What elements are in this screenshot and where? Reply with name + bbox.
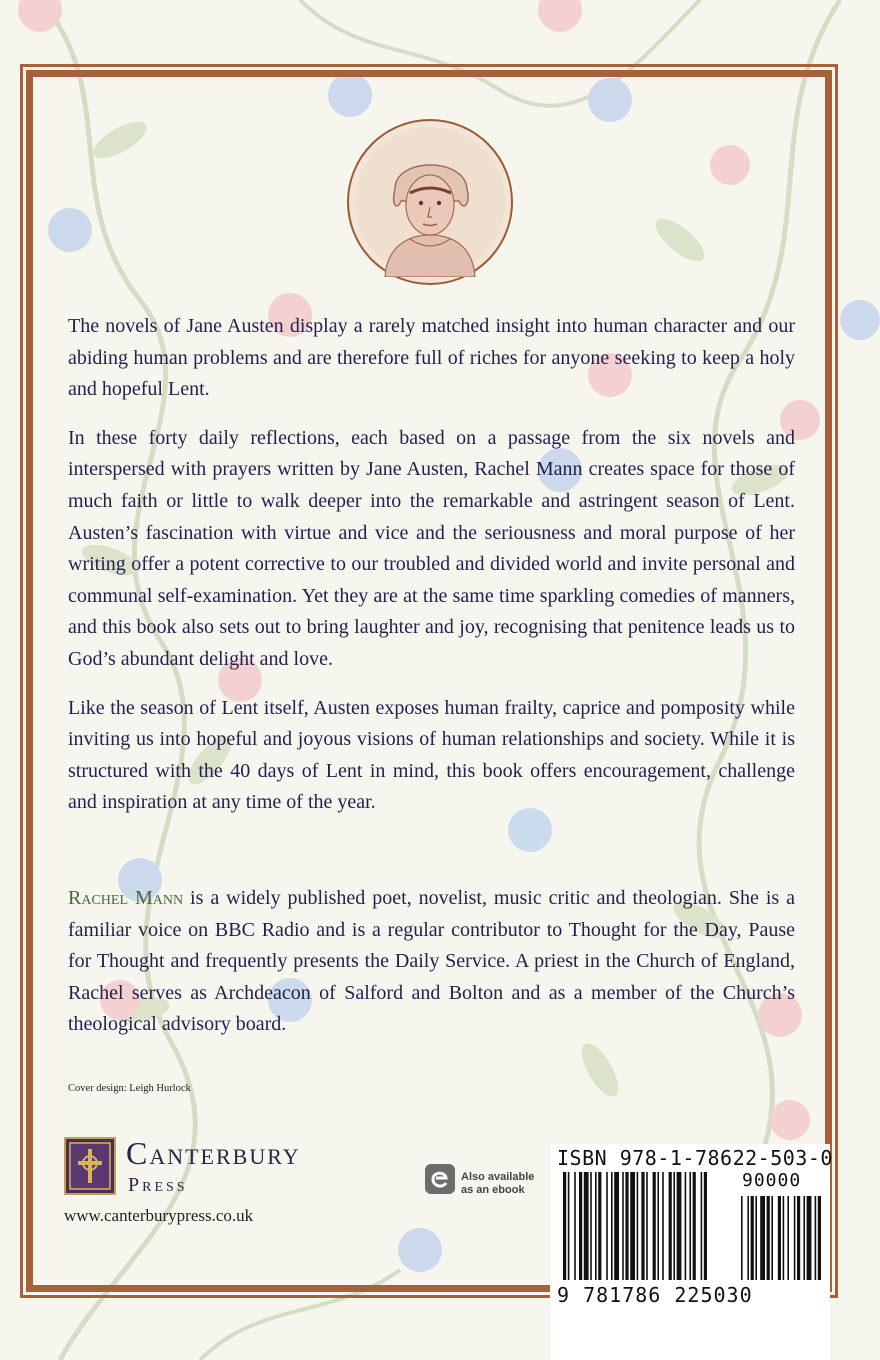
barcode-bar: [598, 1172, 601, 1280]
ebook-availability: [461, 1171, 551, 1197]
barcode-bar: [622, 1172, 624, 1280]
addon-bar: [767, 1196, 770, 1280]
barcode-bar: [693, 1172, 696, 1280]
author-bio: [68, 883, 795, 1041]
barcode-bar: [701, 1172, 703, 1280]
ean-digits: 9 781786 225030: [557, 1283, 753, 1307]
barcode-bar: [590, 1172, 592, 1280]
author-name: Rachel Mann: [68, 887, 184, 909]
barcode-bar: [653, 1172, 656, 1280]
barcode-bar: [662, 1172, 664, 1280]
barcode-bar: [579, 1172, 582, 1280]
barcode-bar: [595, 1172, 597, 1280]
barcode-bar: [704, 1172, 707, 1280]
barcode-bar: [641, 1172, 644, 1280]
barcode-bar: [646, 1172, 648, 1280]
barcode-bar: [625, 1172, 628, 1280]
canterbury-press-logo-icon: [64, 1137, 116, 1195]
isbn-text: ISBN 978-1-78622-503-0: [557, 1146, 833, 1170]
addon-bar: [741, 1196, 743, 1280]
barcode-bar: [637, 1172, 639, 1280]
barcode-bar: [673, 1172, 675, 1280]
blurb-paragraph-1: The novels of Jane Austen display a rarely matched insight into human character and our abiding human problems and are therefore full of riches for anyone seeking to keep a holy and hopeful Lent.: [68, 315, 795, 401]
barcode-bar: [563, 1172, 566, 1280]
publisher-url[interactable]: www.canterburypress.co.uk: [64, 1206, 254, 1225]
blurb-paragraph-3: Like the season of Lent itself, Austen exposes human frailty, caprice and pomposity while inviting us into hopeful and joyous visions of human relationships and society. While it is structured with the 40 days of Lent in mind, this book offers encouragement, challenge and inspiration at any time of the year.: [68, 696, 795, 814]
addon-bar: [783, 1196, 785, 1280]
barcode-bar: [606, 1172, 608, 1280]
addon-bar: [760, 1196, 765, 1280]
barcode-bar: [584, 1172, 589, 1280]
cover-design-credit: Cover design: Leigh Hurlock: [68, 1083, 191, 1094]
addon-bar: [794, 1196, 796, 1280]
addon-bar: [807, 1196, 812, 1280]
addon-bar: [797, 1196, 800, 1280]
barcode-bar: [630, 1172, 635, 1280]
ebook-line-2: as an ebook: [461, 1184, 525, 1196]
barcode-bar: [669, 1172, 672, 1280]
blurb-paragraph-2: In these forty daily reflections, each based on a passage from the six novels and interspersed with prayers written by Jane Austen, Rachel Mann creates space for those of much faith or little to walk deeper into the remarkable and astringent season of Lent. Austen’s fascination with virtue and vice and the seriousness and moral purpose of her writing offer a potent corrective to our troubled and divided world and invite personal and communal self-examination. Yet they are at the same time sparkling comedies of manners, and this book also sets out to bring laughter and joy, recognising that penitence leads us to God’s abundant delight and love.: [68, 426, 795, 670]
jane-austen-portrait: [347, 119, 513, 285]
barcode-bar: [689, 1172, 691, 1280]
addon-bar: [771, 1196, 773, 1280]
addon-bar: [751, 1196, 754, 1280]
ebook-line-1: Also available: [461, 1171, 535, 1183]
publisher-subtitle: Press: [128, 1174, 188, 1196]
barcode-bar: [677, 1172, 682, 1280]
addon-bar: [818, 1196, 821, 1280]
barcode-bar: [568, 1172, 570, 1280]
addon-bar: [778, 1196, 781, 1280]
ebook-icon: [424, 1163, 456, 1195]
barcode-bar: [657, 1172, 659, 1280]
publisher-name: Canterbury: [126, 1135, 301, 1171]
addon-bar: [815, 1196, 817, 1280]
barcode-bar: [611, 1172, 613, 1280]
barcode-bar: [614, 1172, 619, 1280]
blurb: [68, 311, 795, 836]
addon-bar: [787, 1196, 789, 1280]
addon-bar: [755, 1196, 757, 1280]
addon-bar: [803, 1196, 805, 1280]
barcode-bar: [685, 1172, 687, 1280]
author-bio-text: is a widely published poet, novelist, music critic and theologian. She is a familiar voice on BBC Radio and is a regular contributor to Thought for the Day, Pause for Thought and frequently presents the Daily Service. A priest in the Church of England, Rachel serves as Archdeacon of Salford and Bolton and as a member of the Church’s theological advisory board.: [68, 887, 796, 1036]
barcode-addon: 90000: [742, 1170, 802, 1191]
barcode-bar: [574, 1172, 576, 1280]
addon-bar: [747, 1196, 749, 1280]
